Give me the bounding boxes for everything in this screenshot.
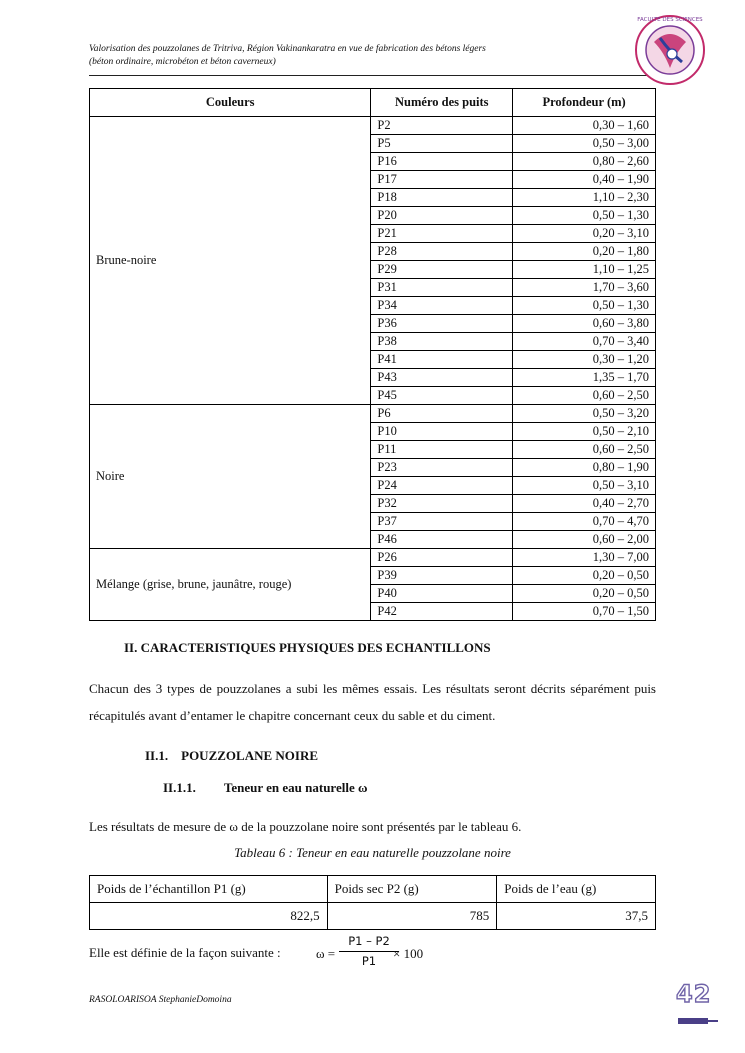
well-number-cell: P6 [371,405,513,423]
depth-cell: 0,50 – 1,30 [513,297,656,315]
well-number-cell: P2 [371,117,513,135]
well-number-cell: P29 [371,261,513,279]
well-number-cell: P5 [371,135,513,153]
depth-cell: 0,60 – 2,50 [513,441,656,459]
header-line-2: (béton ordinaire, microbéton et béton caverneux) [89,57,276,67]
well-number-cell: P45 [371,387,513,405]
subsection-heading: II.1. POUZZOLANE NOIRE [145,748,319,763]
well-number-cell: P36 [371,315,513,333]
depth-cell: 0,50 – 3,20 [513,405,656,423]
table-caption: Tableau 6 : Teneur en eau naturelle pouzzolane noire [234,845,511,860]
page-number: 42 [676,980,712,1008]
color-group-cell: Mélange (grise, brune, jaunâtre, rouge) [90,549,371,621]
well-number-cell: P23 [371,459,513,477]
well-number-cell: P28 [371,243,513,261]
page-number-bar-tail [708,1020,718,1022]
well-number-cell: P24 [371,477,513,495]
depth-cell: 0,40 – 2,70 [513,495,656,513]
well-number-cell: P21 [371,225,513,243]
well-number-cell: P34 [371,297,513,315]
well-number-cell: P16 [371,153,513,171]
well-number-cell: P37 [371,513,513,531]
depth-cell: 1,10 – 2,30 [513,189,656,207]
depth-cell: 1,35 – 1,70 [513,369,656,387]
fraction-bar [339,951,399,952]
depth-cell: 0,20 – 0,50 [513,567,656,585]
color-group-cell: Noire [90,405,371,549]
depth-cell: 0,50 – 3,10 [513,477,656,495]
water-value-cell: 785 [327,903,497,930]
depth-cell: 0,50 – 3,00 [513,135,656,153]
footer-author: RASOLOARISOA StephanieDomoina [89,995,232,1005]
svg-text:FACULTE DES SCIENCES: FACULTE DES SCIENCES [637,17,703,23]
depth-cell: 0,80 – 2,60 [513,153,656,171]
well-number-cell: P39 [371,567,513,585]
well-number-cell: P31 [371,279,513,297]
depth-cell: 0,40 – 1,90 [513,171,656,189]
formula-numerator: P1 – P2 [348,934,390,948]
depth-cell: 0,20 – 3,10 [513,225,656,243]
well-number-cell: P40 [371,585,513,603]
depth-cell: 0,30 – 1,60 [513,117,656,135]
depth-cell: 1,10 – 1,25 [513,261,656,279]
water-content-table [89,875,656,930]
well-number-cell: P32 [371,495,513,513]
depth-cell: 1,70 – 3,60 [513,279,656,297]
header-line-1: Valorisation des pouzzolanes de Tritriva, Région Vakinankaratra en vue de fabrication des bétons légers [89,44,486,54]
depth-cell: 0,20 – 0,50 [513,585,656,603]
water-header-cell: Poids de l’eau (g) [497,876,656,903]
depth-cell: 0,60 – 2,50 [513,387,656,405]
formula-fraction [339,934,399,968]
formula-intro: Elle est définie de la façon suivante : [89,945,281,960]
water-value-cell: 37,5 [497,903,656,930]
depth-cell: 0,30 – 1,20 [513,351,656,369]
depth-cell: 0,60 – 2,00 [513,531,656,549]
water-header-cell: Poids de l’échantillon P1 (g) [90,876,328,903]
formula-denominator: P1 [361,954,377,968]
depth-cell: 0,50 – 2,10 [513,423,656,441]
well-number-cell: P38 [371,333,513,351]
well-number-cell: P42 [371,603,513,621]
well-number-cell: P26 [371,549,513,567]
well-number-cell: P46 [371,531,513,549]
water-value-cell: 822,5 [90,903,328,930]
depth-cell: 0,70 – 3,40 [513,333,656,351]
depth-cell: 0,50 – 1,30 [513,207,656,225]
well-number-cell: P10 [371,423,513,441]
column-header: Profondeur (m) [513,89,656,117]
well-number-cell: P18 [371,189,513,207]
well-number-cell: P17 [371,171,513,189]
column-header: Couleurs [90,89,371,117]
formula-factor: × 100 [393,946,424,961]
wells-table [89,88,656,621]
depth-cell: 1,30 – 7,00 [513,549,656,567]
table-row [90,549,656,567]
well-number-cell: P11 [371,441,513,459]
depth-cell: 0,70 – 4,70 [513,513,656,531]
depth-cell: 0,80 – 1,90 [513,459,656,477]
column-header: Numéro des puits [371,89,513,117]
water-header-cell: Poids sec P2 (g) [327,876,497,903]
well-number-cell: P20 [371,207,513,225]
depth-cell: 0,60 – 3,80 [513,315,656,333]
page-number-bar [678,1018,708,1024]
section-heading: II. CARACTERISTIQUES PHYSIQUES DES ECHANTILLONS [124,640,491,655]
subsubsection-heading: II.1.1. Teneur en eau naturelle ω [163,780,368,795]
faculty-logo [632,12,708,88]
running-header [89,43,609,69]
depth-cell: 0,70 – 1,50 [513,603,656,621]
intro-paragraph: Chacun des 3 types de pouzzolanes a subi les mêmes essais. Les résultats seront décrits séparément puis récapitulés avant d’entamer le chapitre concernant ceux du sable et du ciment. [89,681,656,723]
color-group-cell: Brune-noire [90,117,371,405]
header-rule [89,75,655,76]
depth-cell: 0,20 – 1,80 [513,243,656,261]
results-sentence: Les résultats de mesure de ω de la pouzzolane noire sont présentés par le tableau 6. [89,819,522,834]
formula-lhs: ω = [316,946,336,961]
table-row [90,117,656,135]
well-number-cell: P41 [371,351,513,369]
well-number-cell: P43 [371,369,513,387]
table-row [90,405,656,423]
